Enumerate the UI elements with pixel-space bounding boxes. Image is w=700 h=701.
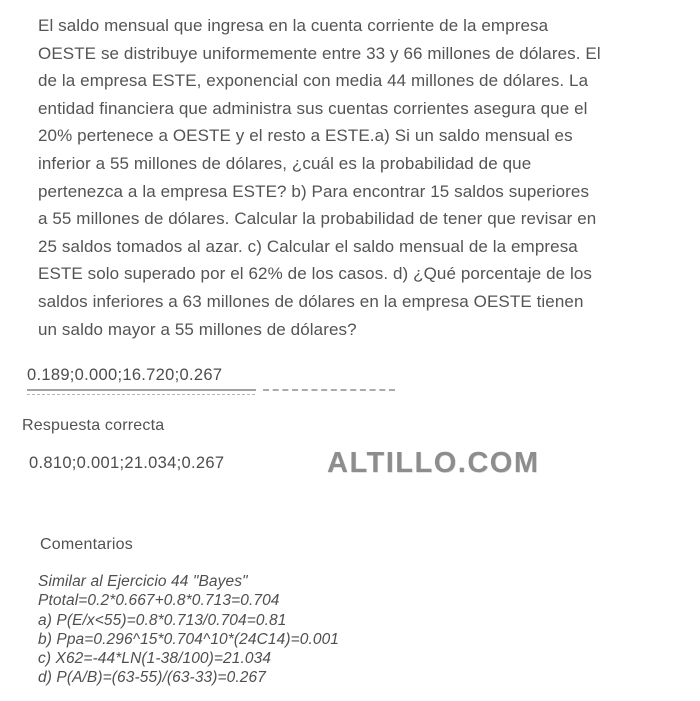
comment-line: Ptotal=0.2*0.667+0.8*0.713=0.704 xyxy=(38,592,280,610)
question-line: saldos inferiores a 63 millones de dólares en la empresa OESTE tienen xyxy=(38,291,584,311)
question-line: entidad financiera que administra sus cuentas corrientes asegura que el xyxy=(38,98,588,118)
comment-line: b) Ppa=0.296^15*0.704^10*(24C14)=0.001 xyxy=(38,630,340,648)
question-line: inferior a 55 millones de dólares, ¿cuál es la probabilidad de que xyxy=(38,153,532,173)
answer-underline-dashed-below xyxy=(27,394,255,395)
altillo-watermark: ALTILLO.COM xyxy=(327,447,540,479)
question-text xyxy=(38,12,601,343)
question-line: a 55 millones de dólares. Calcular la probabilidad de tener que revisar en xyxy=(38,209,597,229)
question-line: de la empresa ESTE, exponencial con media 44 millones de dólares. La xyxy=(38,71,589,91)
question-line: El saldo mensual que ingresa en la cuenta corriente de la empresa xyxy=(38,16,549,35)
comment-line: Similar al Ejercicio 44 "Bayes" xyxy=(38,573,248,590)
comments-text xyxy=(38,572,339,688)
question-line: un saldo mayor a 55 millones de dólares? xyxy=(38,319,357,339)
question-line: 20% pertenece a OESTE y el resto a ESTE.a) Si un saldo mensual es xyxy=(38,126,573,146)
question-line: pertenezca a la empresa ESTE? b) Para encontrar 15 saldos superiores xyxy=(38,181,590,201)
answer-underline-dashed-right xyxy=(263,389,395,391)
correct-answer-value: 0.810;0.001;21.034;0.267 xyxy=(29,454,225,472)
comment-line: a) P(E/x<55)=0.8*0.713/0.704=0.81 xyxy=(38,611,287,629)
comments-label: Comentarios xyxy=(40,536,133,553)
question-line: ESTE solo superado por el 62% de los casos. d) ¿Qué porcentaje de los xyxy=(38,264,593,284)
student-answer-value: 0.189;0.000;16.720;0.267 xyxy=(27,366,223,384)
question-line: OESTE se distribuye uniformemente entre 33 y 66 millones de dólares. El xyxy=(38,43,601,63)
correct-answer-label: Respuesta correcta xyxy=(22,417,165,434)
comment-line: c) X62=-44*LN(1-38/100)=21.034 xyxy=(38,650,272,668)
comment-line: d) P(A/B)=(63-55)/(63-33)=0.267 xyxy=(38,669,266,687)
question-line: 25 saldos tomados al azar. c) Calcular el saldo mensual de la empresa xyxy=(38,236,578,256)
answer-underline-solid xyxy=(27,389,256,391)
